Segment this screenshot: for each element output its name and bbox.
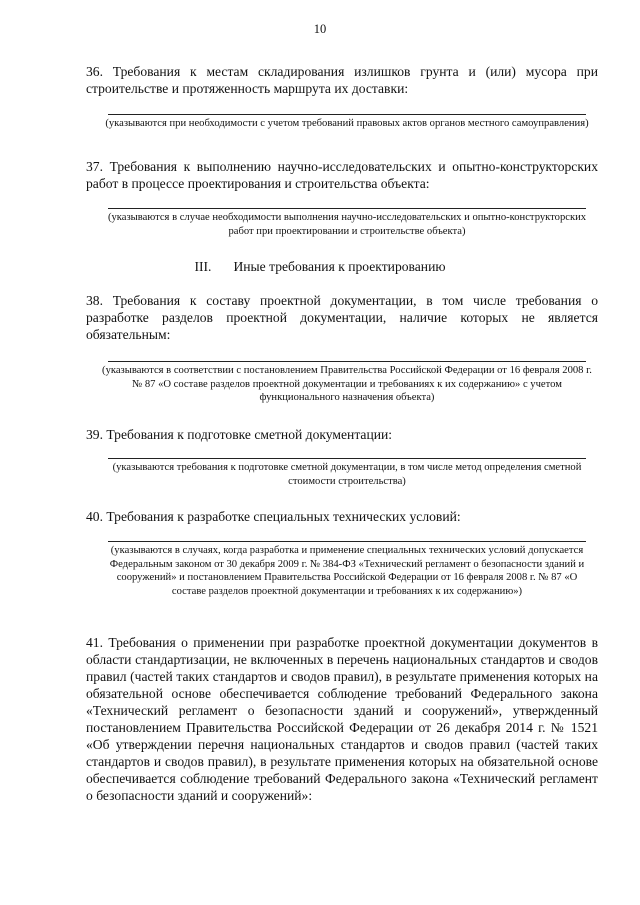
note-40: (указываются в случаях, когда разработка и применение специальных технических условий допускается Федеральным законом от 30 декабря 2009 г. № 384-ФЗ «Технический регламент о безопасности зданий и сооружений» и постановлением Правительства Российской Федерации от 16 февраля 2008 г. № 87 «О составе разделов проектной документации и требованиях к их содержанию») [109,545,585,597]
fill-in-line-37 [108,208,586,209]
paragraph-41: 41. Требования о применении при разработке проектной документации документов в области стандартизации, не включенных в перечень национальных стандартов и сводов правил (частей таких стандартов и сводов правил), в результате применения которых на обязательной основе обеспечивается соблюдение требований Федерального закона «Технический регламент о безопасности зданий и сооружений», утвержденный постановлением Правительства Российской Федерации от 26 декабря 2014 г. № 1521 «Об утверждении перечня национальных стандартов и сводов правил (частей таких стандартов и сводов правил), в результате применения которых на обязательной основе обеспечивается соблюдение требований Федерального закона «Технический регламент о безопасности зданий и сооружений»: [86,635,598,803]
section-number: III. [194,259,212,274]
note-39: (указываются требования к подготовке сметной документации, в том числе метод определения сметной стоимости строительства) [112,462,582,487]
paragraph-40: 40. Требования к разработке специальных технических условий: [86,509,461,524]
fill-in-line-40 [108,541,586,542]
paragraph-37: 37. Требования к выполнению научно-исследовательских и опытно-конструкторских работ в процессе проектирования и строительства объекта: [86,159,598,191]
paragraph-36: 36. Требования к местам складирования излишков грунта и (или) мусора при строительстве и протяженность маршрута их доставки: [86,64,598,96]
section-title: Иные требования к проектированию [233,259,446,274]
fill-in-line-38 [108,361,586,362]
section-heading [0,259,640,275]
page-number: 10 [313,22,327,36]
fill-in-line-39 [108,458,586,459]
paragraph-38: 38. Требования к составу проектной документации, в том числе требования о разработке разделов проектной документации, наличие которых не является обязательным: [86,293,598,342]
note-38: (указываются в соответствии с постановлением Правительства Российской Федерации от 16 февраля 2008 г. № 87 «О составе разделов проектной документации и требованиях к их содержанию» с учетом функционального назначения объекта) [102,365,592,403]
paragraph-39: 39. Требования к подготовке сметной документации: [86,427,393,442]
fill-in-line-36 [108,114,586,115]
note-37: (указываются в случае необходимости выполнения научно-исследовательских и опытно-конструкторских работ при проектировании и строительстве объекта) [107,212,587,237]
note-36: (указываются при необходимости с учетом требований правовых актов органов местного самоуправления) [105,118,589,129]
